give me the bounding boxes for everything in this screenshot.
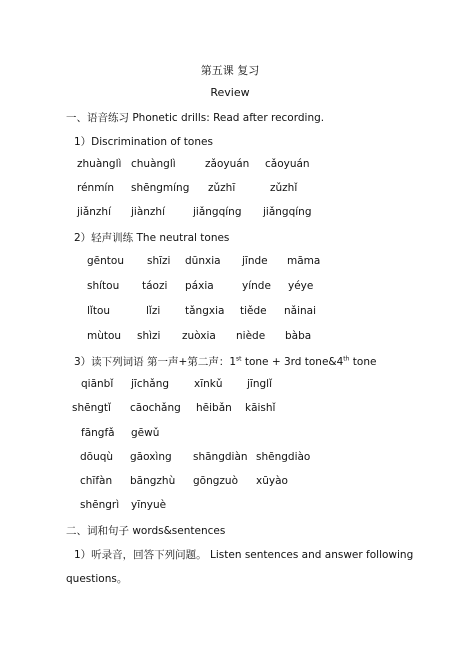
word: shìzi (137, 330, 161, 342)
word: gāoxìng (130, 451, 172, 463)
word: cāochǎng (130, 402, 181, 414)
word: shēngrì (80, 499, 120, 511)
word: cǎoyuán (265, 158, 310, 170)
word: xūyào (256, 475, 288, 487)
word: xīnkǔ (194, 378, 223, 390)
part3-heading-middle: tone + 3rd tone&4 (241, 356, 344, 368)
part3-heading-suffix: tone (349, 356, 377, 368)
section2-part1-continuation: questions。 (66, 573, 128, 585)
word: táozi (142, 280, 168, 292)
word: yínde (242, 280, 271, 292)
word: dūnxia (185, 255, 221, 267)
word: māma (287, 255, 321, 267)
word: zǎoyuán (205, 158, 250, 170)
superscript-th: th (343, 355, 350, 363)
word: tiěde (240, 305, 267, 317)
word: shítou (87, 280, 120, 292)
page-subtitle: Review (210, 86, 250, 99)
word: jīnde (242, 255, 268, 267)
word: niède (236, 330, 266, 342)
word: shīzi (147, 255, 171, 267)
word: lǐtou (87, 305, 111, 317)
word: rénmín (77, 182, 115, 194)
word: tǎngxia (185, 305, 225, 317)
word: yīnyuè (131, 499, 167, 511)
word: chuànglì (131, 158, 176, 170)
word: shāngdiàn (193, 451, 248, 463)
word: lǐzi (146, 305, 161, 317)
word: mùtou (87, 330, 122, 342)
word: jiǎngqíng (263, 206, 312, 218)
word: bāngzhù (130, 475, 176, 487)
superscript-st: st (236, 355, 242, 363)
word: fāngfǎ (81, 427, 115, 439)
word: gēntou (87, 255, 124, 267)
word: gōngzuò (193, 475, 238, 487)
word: jīnglǐ (247, 378, 272, 390)
word: qiānbǐ (81, 378, 114, 390)
word: zuòxia (182, 330, 216, 342)
word: zǔzhī (208, 182, 236, 194)
word: gēwǔ (131, 427, 160, 439)
word: zǔzhǐ (270, 182, 298, 194)
word: chīfàn (80, 475, 113, 487)
section2-heading: 二、词和句子 words&sentences (66, 525, 226, 537)
word: shēngdiào (256, 451, 311, 463)
word: jīchǎng (131, 378, 170, 390)
word: kāishǐ (245, 402, 276, 414)
word: nǎinai (284, 305, 317, 317)
section2-part1-heading: 1）听录音，回答下列问题。 Listen sentences and answer following (74, 549, 414, 561)
word: jiǎngqíng (193, 206, 242, 218)
word: páxia (185, 280, 214, 292)
word: bàba (285, 330, 312, 342)
word: hēibǎn (196, 402, 232, 414)
word: yéye (288, 280, 314, 292)
word: jiǎnzhí (77, 206, 112, 218)
part2-heading: 2）轻声训练 The neutral tones (74, 232, 230, 244)
word: zhuànglì (77, 158, 122, 170)
word: jiànzhí (131, 206, 166, 218)
word: shēngtǐ (72, 402, 111, 414)
word: shēngmíng (131, 182, 190, 194)
word: dōuqù (80, 451, 114, 463)
section1-heading: 一、语音练习 Phonetic drills: Read after recording. (66, 112, 325, 124)
page-title: 第五课 复习 (200, 64, 260, 77)
part3-heading-prefix: 3）读下列词语 第一声+第二声：1 (74, 356, 236, 368)
part1-heading: 1）Discrimination of tones (74, 136, 213, 148)
part3-heading (74, 354, 376, 369)
